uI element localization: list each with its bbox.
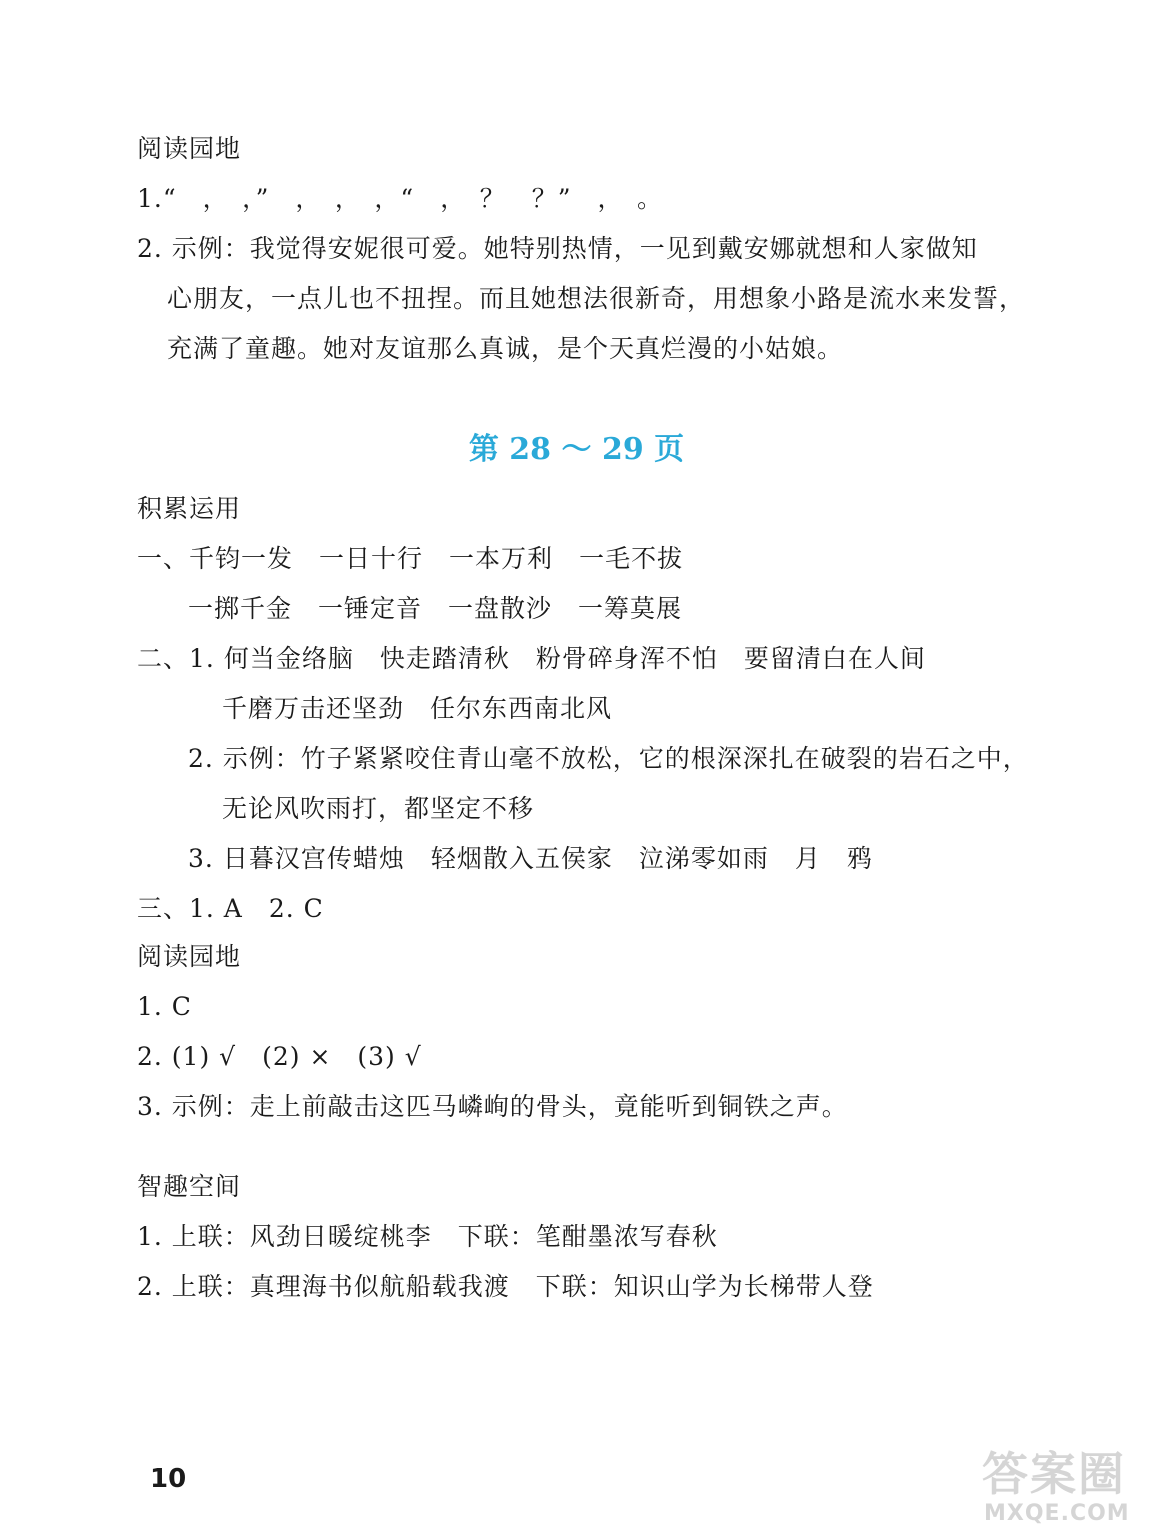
watermark-logo (980, 1448, 1145, 1532)
poem-line: 日暮汉宫传蜡烛 (222, 844, 405, 873)
idiom: 一本万利 (449, 544, 554, 573)
answer-word: 月 (794, 844, 821, 873)
answer-word: 鸦 (846, 844, 873, 873)
poem-line: 任尔东西南北风 (430, 694, 613, 723)
idiom: 一盘散沙 (448, 594, 553, 623)
q1-label: 一、 (137, 544, 190, 573)
section-heading-accumulation: 积累运用 (137, 494, 242, 523)
poem-line: 要留清白在人间 (743, 644, 926, 673)
q2-1-row-1 (137, 642, 926, 676)
section-heading-reading-1: 阅读园地 (137, 134, 242, 163)
reading-2-item-2: 2. (1) √ (2) × (3) √ (137, 1042, 422, 1071)
reading-1-item-2-line-1: 2. 示例：我觉得安妮很可爱。她特别热情，一见到戴安娜就想和人家做知 (137, 234, 978, 263)
fun-item-1: 1. 上联：风劲日暖绽桃李 下联：笔酣墨浓写春秋 (137, 1222, 718, 1251)
reading-1-item-2-line-3: 充满了童趣。她对友谊那么真诚，是个天真烂漫的小姑娘。 (167, 334, 844, 363)
idiom: 一毛不拔 (579, 544, 684, 573)
reading-2-item-1: 1. C (137, 992, 192, 1021)
watermark-text: 答案圈 (982, 1447, 1126, 1501)
q2-1-number: 1. (189, 644, 215, 673)
poem-line: 粉骨碎身浑不怕 (535, 644, 718, 673)
q2-2-line-1: 2. 示例：竹子紧紧咬住青山毫不放松，它的根深深扎在破裂的岩石之中， (188, 744, 1029, 773)
reading-1-item-1: 1.“ ， ，” ， ， ，“ ， ？ ？” ， 。 (137, 184, 663, 213)
poem-line: 轻烟散入五侯家 (430, 844, 613, 873)
q2-3-row (188, 842, 873, 876)
idiom: 一日十行 (319, 544, 424, 573)
q2-1-row-2 (222, 692, 612, 726)
page-range-title: 第 28 ～ 29 页 (468, 432, 685, 467)
idiom: 千钧一发 (189, 544, 294, 573)
q2-label: 二、 (137, 644, 190, 673)
q2-2-line-2: 无论风吹雨打，都坚定不移 (222, 794, 535, 823)
section-heading-reading-2: 阅读园地 (137, 942, 242, 971)
watermark-url: MXQE.COM (984, 1501, 1130, 1526)
q1-row-1 (137, 542, 683, 576)
section-heading-fun: 智趣空间 (137, 1172, 242, 1201)
poem-line: 千磨万击还坚劲 (222, 694, 405, 723)
reading-1-item-2-line-2: 心朋友，一点儿也不扭捏。而且她想法很新奇，用想象小路是流水来发誓， (167, 284, 1026, 313)
fun-item-2: 2. 上联：真理海书似航船载我渡 下联：知识山学为长梯带人登 (137, 1272, 874, 1301)
q2-3-number: 3. (188, 844, 214, 873)
page-number: 10 (150, 1464, 187, 1494)
q3-answers: 三、1. A 2. C (137, 894, 324, 923)
poem-line: 何当金络脑 (223, 644, 354, 673)
idiom: 一锤定音 (318, 594, 423, 623)
reading-2-item-3: 3. 示例：走上前敲击这匹马嶙峋的骨头，竟能听到铜铁之声。 (137, 1092, 848, 1121)
idiom: 一掷千金 (188, 594, 293, 623)
poem-line: 泣涕零如雨 (638, 844, 769, 873)
idiom: 一筹莫展 (578, 594, 683, 623)
poem-line: 快走踏清秋 (379, 644, 510, 673)
q1-row-2 (188, 592, 682, 626)
